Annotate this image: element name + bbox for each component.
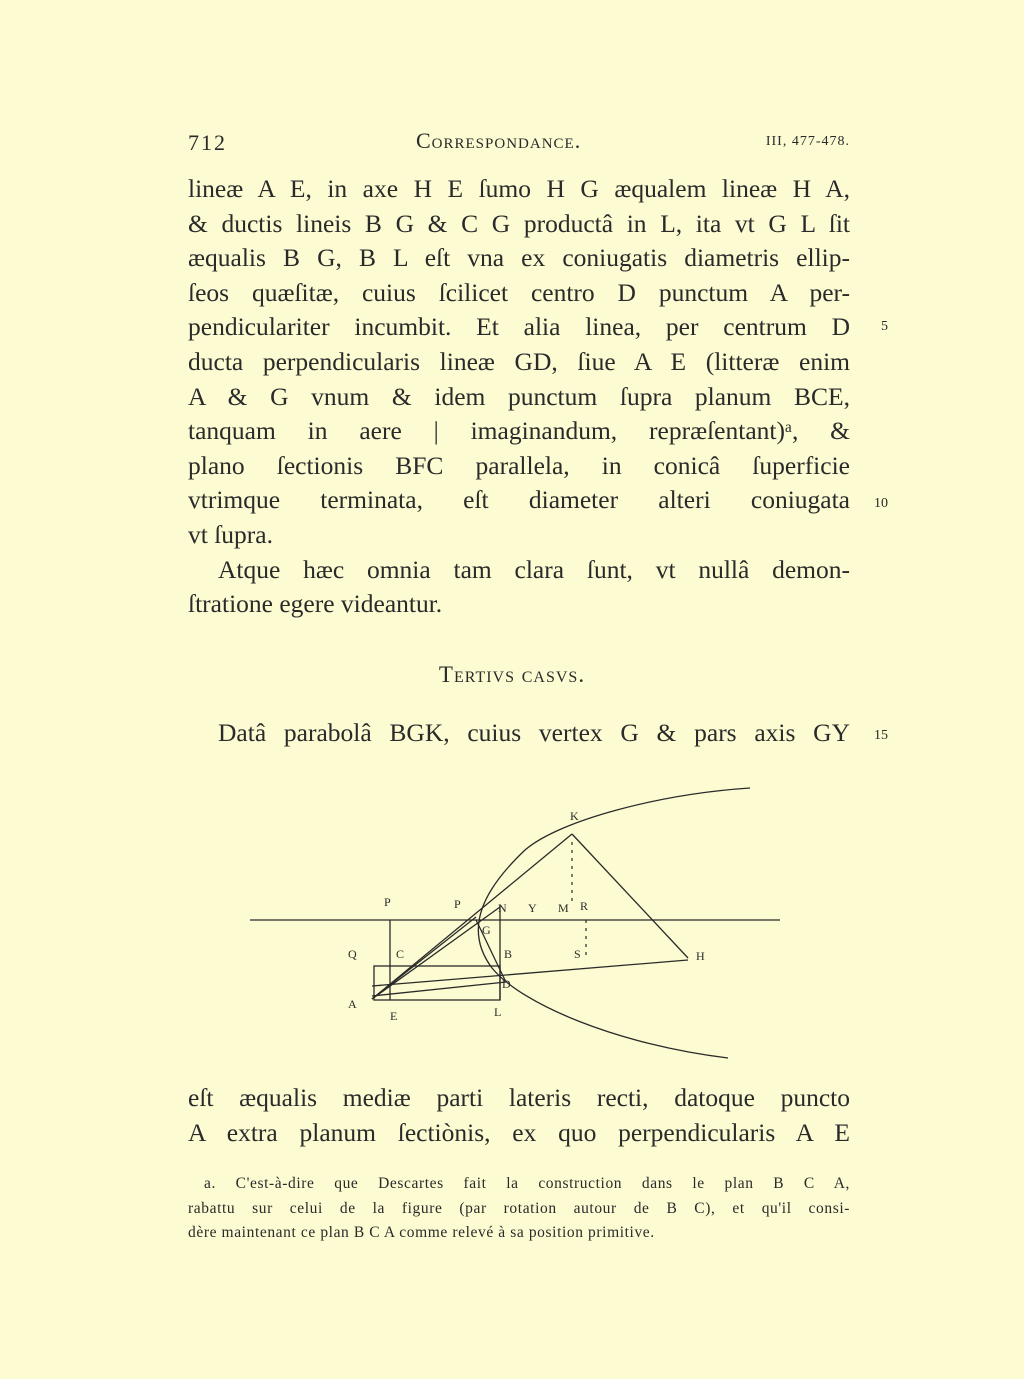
line-number-5: 5 <box>881 319 888 334</box>
label-S: S <box>574 947 581 961</box>
text-line: ducta perpendicularis lineæ GD, ſiue A E (litteræ enim <box>188 346 850 376</box>
footnote <box>188 1172 850 1246</box>
line-number-10: 10 <box>874 496 888 511</box>
label-A: A <box>348 997 357 1011</box>
text-line: eſt æqualis mediæ parti lateris recti, datoque puncto <box>188 1083 850 1112</box>
footnote-line: a. C'est-à-dire que Descartes fait la construction dans le plan B C A, <box>204 1175 850 1192</box>
label-C: C <box>396 947 405 961</box>
page-number: 712 <box>188 130 227 155</box>
line-number-15: 15 <box>874 728 888 743</box>
text-line: vt ſupra. <box>188 519 273 549</box>
footnote-line: rabattu sur celui de la figure (par rotation autour de B C), et qu'il consi- <box>188 1199 850 1217</box>
main-text-block <box>188 172 888 622</box>
text-line: ſtratione egere videantur. <box>188 589 443 619</box>
label-P: P <box>454 897 461 911</box>
volume-reference: III, 477-478. <box>765 134 850 149</box>
text-line: æqualis B G, B L eſt vna ex coniugatis diametris ellip- <box>188 243 850 273</box>
text-line: A & G vnum & idem punctum ſupra planum BCE, <box>188 381 850 411</box>
parabola-diagram <box>240 780 800 1070</box>
line-ak <box>372 834 572 999</box>
label-H: H <box>696 949 705 963</box>
line-ah <box>372 960 688 986</box>
text-line: Atque hæc omnia tam clara ſunt, vt nullâ demon- <box>218 554 850 584</box>
label-D: D <box>502 977 511 991</box>
label-N: N <box>498 901 507 915</box>
text-line: tanquam in aere | imaginandum, repræſentant)ᵃ, & <box>188 416 850 446</box>
label-Y: Y <box>528 901 537 915</box>
section-heading: Tertivs casvs. <box>438 662 586 687</box>
text-line: A extra planum ſectiònis, ex quo perpendicularis A E <box>188 1117 850 1147</box>
running-title: Correspondance. <box>416 128 582 153</box>
label-M: M <box>558 901 569 915</box>
label-P-small: P <box>384 895 391 909</box>
curve-ncd <box>476 920 506 982</box>
text-line: pendiculariter incumbit. Et alia linea, per centrum D <box>188 312 850 342</box>
text-line: Datâ parabolâ BGK, cuius vertex G & pars axis GY <box>218 718 850 747</box>
label-B: B <box>504 947 513 961</box>
label-Q: Q <box>348 947 357 961</box>
text-line: ſeos quæſitæ, cuius ſcilicet centro D punctum A per- <box>188 277 850 307</box>
geometric-figure <box>240 780 800 1070</box>
running-head <box>188 128 850 158</box>
label-E: E <box>390 1009 398 1023</box>
text-line: & ductis lineis B G & C G productâ in L, ita vt G L ſit <box>188 208 850 238</box>
text-line: plano ſectionis BFC parallela, in conicâ ſuperficie <box>188 450 850 480</box>
parabola-curve <box>478 788 750 1058</box>
label-L: L <box>494 1005 502 1019</box>
text-line: vtrimque terminata, eſt diameter alteri coniugata <box>188 485 850 515</box>
label-K: K <box>570 809 579 823</box>
continuation-text-block <box>188 1081 850 1150</box>
label-R: R <box>580 899 589 913</box>
footnote-line: dère maintenant ce plan B C A comme relevé à sa position primitive. <box>188 1224 655 1241</box>
line-kh <box>572 834 688 958</box>
text-line: lineæ A E, in axe H E ſumo H G æqualem lineæ H A, <box>188 174 850 203</box>
label-G: G <box>482 923 491 937</box>
